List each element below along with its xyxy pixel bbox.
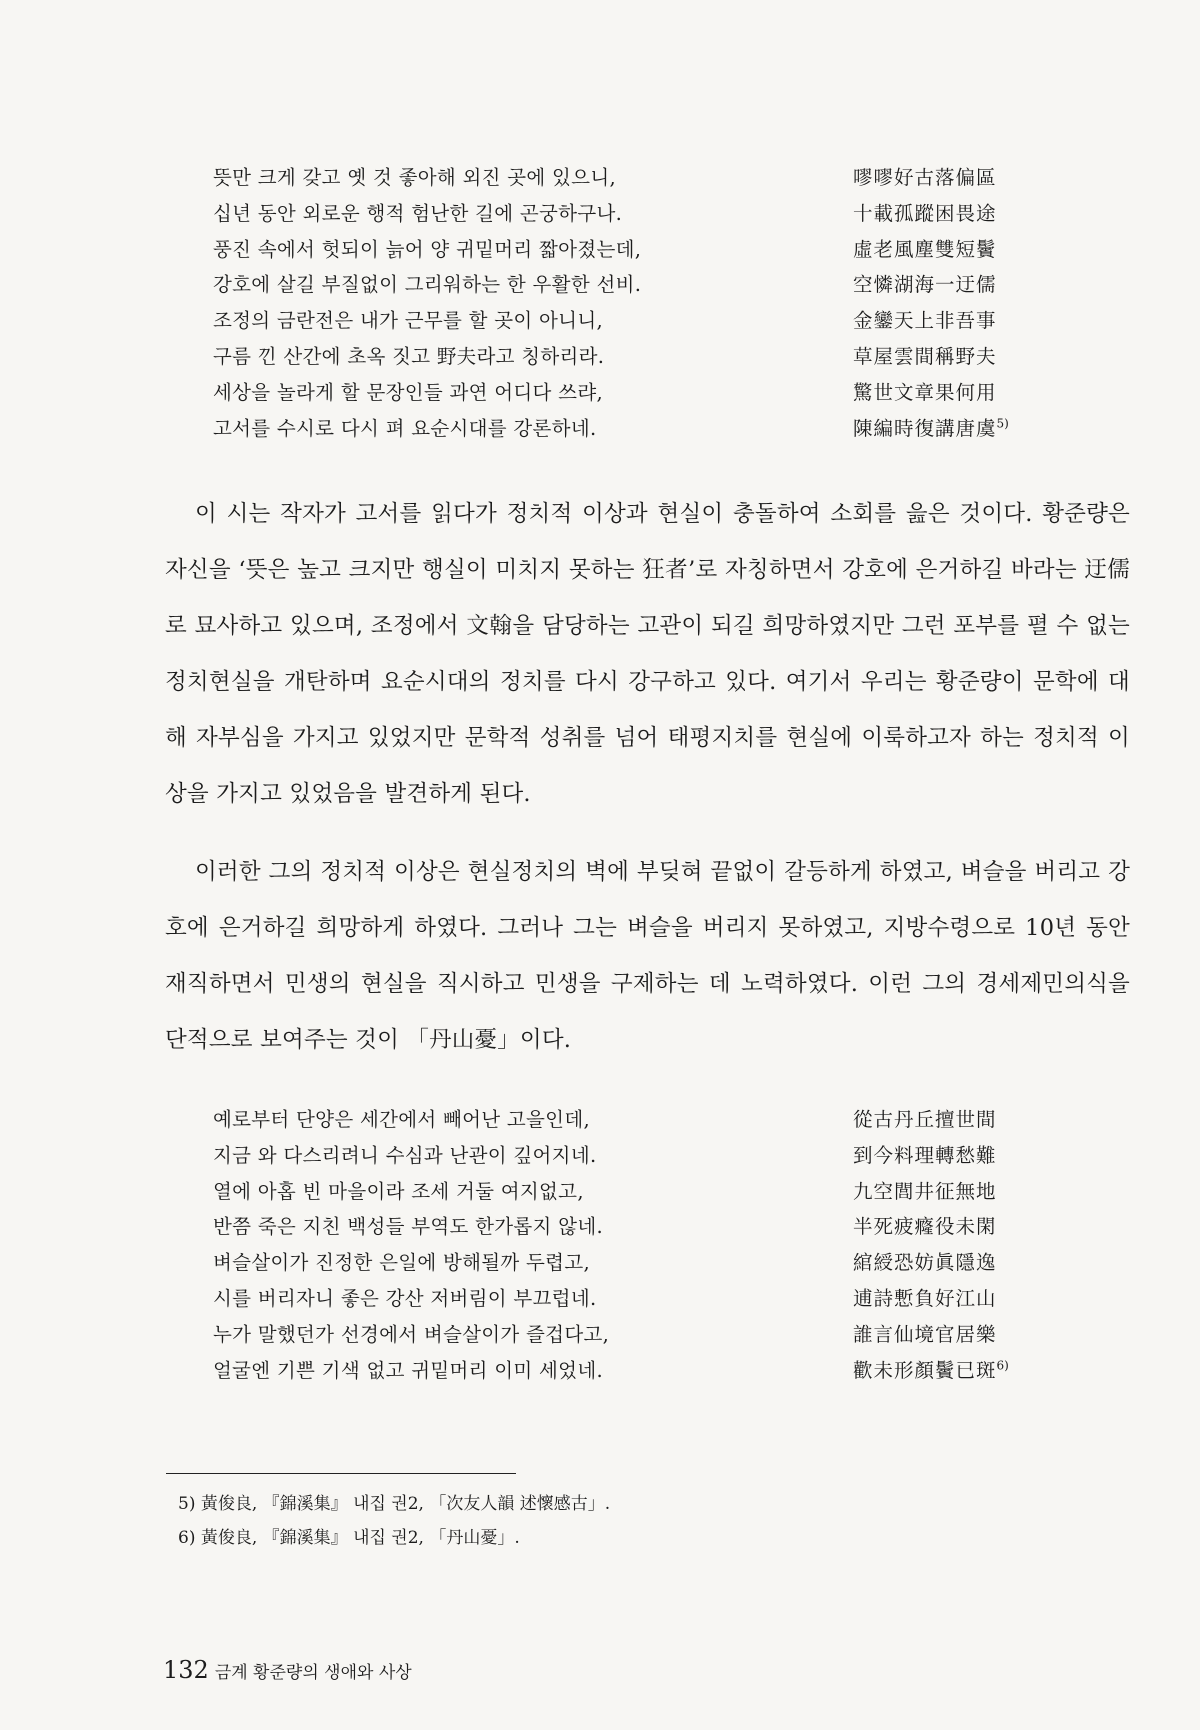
poem-line [213, 1281, 1003, 1317]
poem-korean: 뜻만 크게 갖고 옛 것 좋아해 외진 곳에 있으니, [213, 166, 616, 189]
poem-korean: 누가 말했던가 선경에서 벼슬살이가 즐겁다고, [213, 1322, 610, 1346]
poem-hanja: 逋詩慙負好江山 [853, 1286, 997, 1310]
poem-hanja-with-note [853, 411, 1009, 447]
poem-hanja-with-note [853, 1353, 1009, 1389]
footnote-marker-5[interactable]: 5) [996, 416, 1009, 431]
running-title: 금계 황준량의 생애와 사상 [214, 1663, 412, 1683]
poem-korean: 세상을 놀라게 할 문장인들 과연 어디다 쓰랴, [213, 380, 603, 404]
poem-hanja: 誰言仙境官居樂 [853, 1322, 997, 1346]
poem-line [213, 1317, 1003, 1353]
poem-block-2 [213, 1102, 1009, 1388]
footnotes [178, 1487, 1078, 1555]
poem-line [213, 160, 1003, 196]
poem-korean: 고서를 수시로 다시 펴 요순시대를 강론하네. [213, 416, 597, 440]
paragraph: 이러한 그의 정치적 이상은 현실정치의 벽에 부딪혀 끝없이 갈등하게 하였고, 벼슬을 버리고 강호에 은거하길 희망하게 하였다. 그러나 그는 벼슬을 버리지 못하였고, 지방수령으로 10년 동안 재직하면서 민생의 현실을 직시하고 민생을 구제하는 데 노력하였다. 이런 그의 경세제민의식을 단적으로 보여주는 것이 「丹山憂」이다. [165, 859, 1130, 1053]
poem-line [213, 196, 1003, 232]
paragraph: 이 시는 작자가 고서를 읽다가 정치적 이상과 현실이 충돌하여 소회를 읊은 것이다. 황준량은 자신을 ‘뜻은 높고 크지만 행실이 미치지 못하는 狂者’로 자칭하면서 강호에 은거하길 바라는 迂儒로 묘사하고 있으며, 조정에서 文翰을 담당하는 고관이 되길 희망하였지만 그런 포부를 펼 수 없는 정치현실을 개탄하며 요순시대의 정치를 다시 강구하고 있다. 여기서 우리는 황준량이 문학에 대해 자부심을 가지고 있었지만 문학적 성취를 넘어 태평지치를 현실에 이룩하고자 하는 정치적 이상을 가지고 있었음을 발견하게 된다. [165, 501, 1130, 807]
poem-hanja: 草屋雲間稱野夫 [853, 344, 997, 368]
poem-korean: 시를 버리자니 좋은 강산 저버림이 부끄럽네. [213, 1286, 597, 1310]
poem-line [213, 1138, 1003, 1174]
poem-hanja: 十載孤蹤困畏途 [853, 201, 997, 225]
footnote-5: 5) 黃俊良, 『錦溪集』 내집 권2, 「次友人韻 述懷感古」. [178, 1494, 611, 1514]
poem-hanja: 九空閭井征無地 [853, 1179, 997, 1203]
poem-block-1 [213, 160, 1009, 446]
poem-line [213, 232, 1003, 268]
poem-hanja: 虛老風塵雙短鬢 [853, 237, 997, 261]
page-number: 132 [163, 1656, 209, 1684]
footnote-marker-6[interactable]: 6) [996, 1358, 1009, 1373]
body-text-2 [165, 844, 1130, 1068]
page-footer [163, 1656, 412, 1684]
poem-line [213, 411, 1009, 447]
poem-korean: 얼굴엔 기쁜 기색 없고 귀밑머리 이미 세었네. [213, 1358, 603, 1382]
poem-korean: 예로부터 단양은 세간에서 빼어난 고을인데, [213, 1108, 590, 1131]
poem-korean: 반쯤 죽은 지친 백성들 부역도 한가롭지 않네. [213, 1215, 603, 1239]
poem-korean: 구름 낀 산간에 초옥 짓고 野夫라고 칭하리라. [213, 344, 605, 368]
poem-hanja: 從古丹丘擅世間 [853, 1108, 997, 1131]
poem-hanja: 驚世文章果何用 [853, 380, 997, 404]
poem-hanja: 到今料理轉愁難 [853, 1143, 997, 1167]
poem-hanja: 陳編時復講唐虞 [853, 416, 997, 440]
poem-korean: 강호에 살길 부질없이 그리워하는 한 우활한 선비. [213, 273, 642, 297]
poem-korean: 지금 와 다스리려니 수심과 난관이 깊어지네. [213, 1143, 597, 1167]
poem-korean: 열에 아홉 빈 마을이라 조세 거둘 여지없고, [213, 1179, 584, 1203]
poem-line [213, 339, 1003, 375]
poem-hanja: 金鑾天上非吾事 [853, 309, 997, 333]
poem-korean: 십년 동안 외로운 행적 험난한 길에 곤궁하구나. [213, 201, 623, 225]
footnote-6: 6) 黃俊良, 『錦溪集』 내집 권2, 「丹山憂」. [178, 1528, 520, 1548]
poem-line [213, 1102, 1003, 1138]
footnote-divider [166, 1473, 516, 1474]
poem-line [213, 303, 1003, 339]
poem-korean: 조정의 금란전은 내가 근무를 할 곳이 아니니, [213, 309, 603, 333]
body-text-1 [165, 486, 1130, 822]
poem-hanja: 綰綬恐妨眞隱逸 [853, 1251, 997, 1275]
poem-line [213, 1174, 1003, 1210]
poem-hanja: 空憐湖海一迂儒 [853, 273, 997, 297]
poem-line [213, 1353, 1009, 1389]
poem-line [213, 1209, 1003, 1245]
poem-korean: 풍진 속에서 헛되이 늙어 양 귀밑머리 짧아졌는데, [213, 237, 642, 261]
poem-line [213, 267, 1003, 303]
poem-line [213, 1245, 1003, 1281]
poem-hanja: 歡未形顏鬢已斑 [853, 1358, 997, 1382]
poem-korean: 벼슬살이가 진정한 은일에 방해될까 두렵고, [213, 1251, 590, 1275]
poem-line [213, 375, 1003, 411]
poem-hanja: 半死疲癃役未閑 [853, 1215, 997, 1239]
poem-hanja: 嘐嘐好古落偏區 [853, 166, 997, 189]
